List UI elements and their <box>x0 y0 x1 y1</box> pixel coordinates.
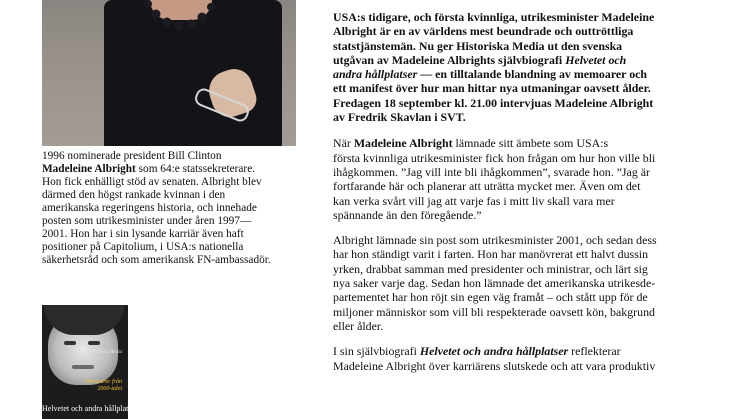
book-title: Helvetet och andra hållplatser <box>42 404 138 413</box>
book-publisher: Historiska Media <box>87 350 122 355</box>
book-cover-eye <box>88 341 100 345</box>
book-cover-image <box>42 305 138 419</box>
book-cover-mouth <box>72 365 94 369</box>
article-body <box>333 10 711 384</box>
caption-name: Madeleine Albright <box>42 163 136 175</box>
pearl-necklace-icon <box>142 0 222 40</box>
body-paragraph-2: Albright lämnade sin post som utrikesminister 2001, och sedan dess har hon ständigt varit i farten. Hon har manövrerat ett halvt dussin yrken, drabbat samman med presidenter och ministrar, och lärt sig nya saker varje dag. Sedan hon lämnade det amerikanska utrikesde- partementet har hon röjt sin egen väg framåt – och stått upp för de miljoner människor som vill bli respekterade oavsett kön, bakgrund eller ålder. <box>333 233 657 333</box>
albright-portrait-photo <box>42 0 296 146</box>
book-subtitle: Memoarer från 2000-talet <box>85 379 122 392</box>
photo-caption: 1996 nominerade president Bill Clinton Madeleine Albright som 64:e statssekreterare. Hon fick enhälligt stöd av senaten. Albright blev därmed den högst rankade kvinnan i den amerikanska regeringens historia, och innehade posten som utrikesminister under åren 1997— 2001. Hon har i sin lysande karriär även haft positioner på Capitolium, i USA:s nationella säkerhetsråd och som amerikansk FN-ambassadör. <box>42 150 271 266</box>
body-name: Madeleine Albright <box>353 136 453 151</box>
book-cover-eye <box>64 341 76 345</box>
lead-paragraph: USA:s tidigare, och första kvinnliga, utrikesminister Madeleine Albright är en av världens mest beundrade och outtröttliga statstjänstemän. Nu ger Historiska Media ut den svenska utgåvan av Madeleine Albrights självbiografi Helvetet och andra hållplatser — en tilltalande blandning av memoarer och ett manifest över hur man hittar nya utmaningar oavsett ålder. Fredagen 18 september kl. 21.00 intervjuas Madeleine Albright av Fredrik Skavlan i SVT. <box>333 10 655 125</box>
body-paragraph-3: I sin självbiografi Helvetet och andra hållplatser reflekterar Madeleine Albright över karriärens slutskede och att vara produktiv <box>333 344 656 373</box>
body-paragraph-1: När Madeleine Albright lämnade sitt ämbete som USA:s första kvinnliga utrikesminister fick hon frågan om hur hon ville bli ihågkommen. ”Jag vill inte bli ihågkommen”, svarade hon. ”Jag är fortfarande här och planerar att uträtta mycket mer. Även om det kan verka svårt vill jag att varje fas i mitt liv skall vara mer spännande än den föregående.” <box>333 136 656 222</box>
